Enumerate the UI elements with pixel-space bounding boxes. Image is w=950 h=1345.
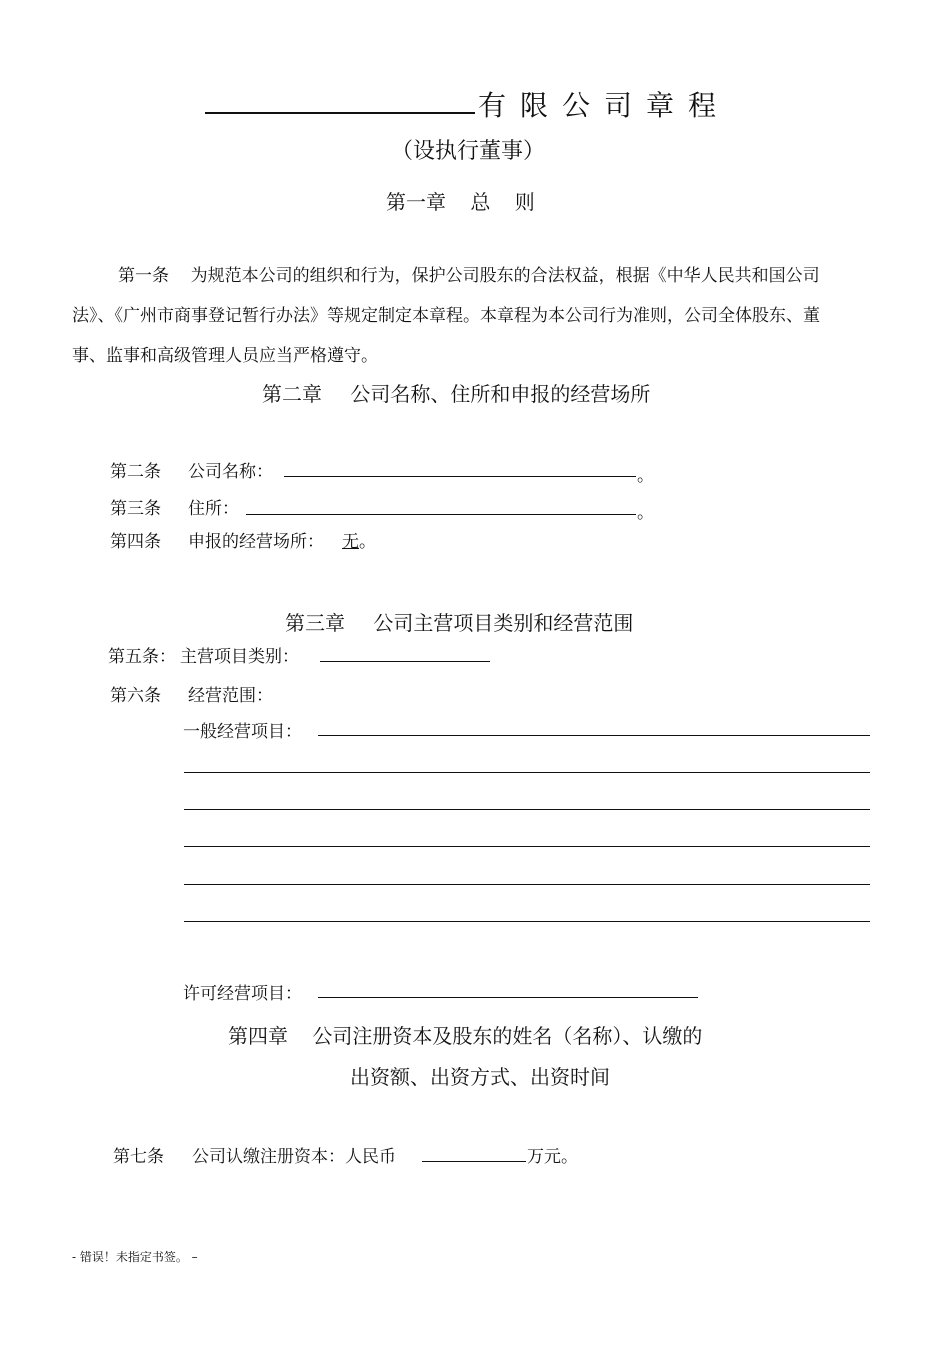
title-company-name-blank — [205, 112, 475, 114]
article-6-label: 第六条 — [110, 686, 161, 706]
article-4-field-label: 申报的经营场所： — [188, 532, 324, 552]
general-business-blank-3[interactable] — [184, 809, 870, 810]
article-3-field-label: 住所： — [188, 499, 239, 519]
chapter-2-heading: 第二章 公司名称、住所和申报的经营场所 — [262, 382, 651, 406]
article-2-period: 。 — [637, 466, 654, 486]
licensed-business-blank[interactable] — [318, 997, 698, 998]
article-2-field-label: 公司名称： — [188, 462, 273, 482]
article-1-text: 为规范本公司的组织和行为，保护公司股东的合法权益，根据《中华人民共和国公司法》、《广州市商事登记暂行办法》等规定制定本章程。本章程为本公司行为准则，公司全体股东、董事、监事和高级管理人员应当严格遵守。 — [72, 266, 820, 366]
general-business-blank-5[interactable] — [184, 884, 870, 885]
article-5-label: 第五条： — [108, 647, 176, 667]
article-7-field-label: 公司认缴注册资本：人民币 — [192, 1147, 396, 1167]
address-blank[interactable] — [246, 514, 636, 515]
chapter-4-heading-line-2: 出资额、出资方式、出资时间 — [350, 1065, 610, 1089]
chapter-1-heading: 第一章 总 则 — [386, 190, 535, 214]
document-title: 有限公司章程 — [478, 89, 731, 122]
licensed-business-label: 许可经营项目： — [183, 984, 302, 1004]
article-3-label: 第三条 — [110, 499, 161, 519]
article-7-label: 第七条 — [113, 1147, 164, 1167]
article-6-field-label: 经营范围： — [188, 686, 273, 706]
article-1-label: 第一条 — [118, 266, 169, 286]
article-5-field-label: 主营项目类别： — [180, 647, 299, 667]
general-business-blank-4[interactable] — [184, 846, 870, 847]
general-business-blank-1[interactable] — [318, 735, 870, 736]
general-business-blank-6[interactable] — [184, 921, 870, 922]
article-7-unit: 万元。 — [527, 1147, 578, 1167]
document-subtitle: （设执行董事） — [391, 139, 546, 164]
business-premises-value: 无 — [342, 532, 359, 552]
main-business-category-blank[interactable] — [320, 661, 490, 662]
page-footer: - 错误！未指定书签。 – — [72, 1250, 198, 1264]
article-1-paragraph — [72, 256, 832, 376]
article-4-period: 。 — [359, 532, 376, 552]
chapter-4-heading-line-1: 第四章 公司注册资本及股东的姓名（名称）、认缴的 — [228, 1024, 703, 1048]
article-2-label: 第二条 — [110, 462, 161, 482]
registered-capital-blank[interactable] — [422, 1161, 526, 1162]
article-3-period: 。 — [637, 503, 654, 523]
general-business-label: 一般经营项目： — [183, 722, 302, 742]
company-name-blank[interactable] — [284, 476, 636, 477]
chapter-3-heading: 第三章 公司主营项目类别和经营范围 — [285, 611, 634, 635]
article-4-label: 第四条 — [110, 532, 161, 552]
general-business-blank-2[interactable] — [184, 772, 870, 773]
